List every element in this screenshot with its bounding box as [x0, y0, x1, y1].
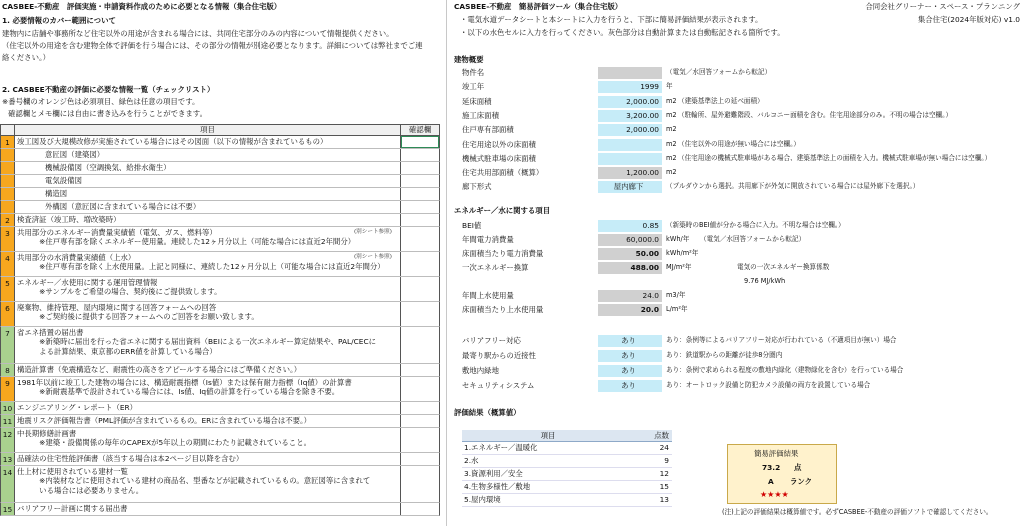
- row-note: (別シート参照): [353, 227, 401, 251]
- row-item-text: 共用部分のエネルギー消費量実績値（電気、ガス、燃料等） ※住戸専有部を除くエネルギー使用量。連続した12ヶ月分以上（可能な場合には直近2年間分）: [17, 228, 356, 247]
- score-row: [462, 442, 672, 455]
- score-row-name: 4.生物多様性／敷地: [464, 482, 531, 492]
- energy-row-label: BEI値: [462, 221, 482, 230]
- row-item-text: 仕上材に使用されている建材一覧 ※内装材などに使用されている建材の商品名、型番などが記載されているもの。意匠図等に含まれて いる場合には必要ありません。: [17, 467, 371, 495]
- row-check-cell[interactable]: [401, 503, 439, 515]
- checklist-row: [0, 149, 440, 162]
- version-label: 集合住宅(2024年版対応) v1.0: [917, 15, 1020, 24]
- energy-row-label: 床面積当たり電力消費量: [462, 249, 544, 258]
- score-row-name: 5.屋内環境: [464, 495, 501, 505]
- building-row-hint: （建築基準法上の延べ面積）: [678, 96, 764, 105]
- row-note: [353, 201, 401, 213]
- energy-row-label: 年間電力消費量: [462, 235, 514, 244]
- building-row-value: 1,200.00: [598, 167, 662, 179]
- section2-line: 確認欄とメモ欄には自由に書き込みを行うことができます。: [8, 109, 207, 118]
- checklist-row: [0, 377, 440, 402]
- conversion-factor-value: 9.76 MJ/kWh: [744, 277, 786, 285]
- row-item-text: 外構図（意匠図に含まれている場合には不要）: [45, 202, 201, 211]
- score-col-points: 点数: [654, 430, 669, 440]
- checklist-row: [0, 175, 440, 188]
- row-number: 14: [1, 466, 15, 502]
- checklist-row: [0, 201, 440, 214]
- energy-row-hint: （電気／水回答フォームから転記）: [700, 235, 806, 243]
- energy-section-title: エネルギー／水に関する項目: [454, 206, 551, 215]
- checklist-row: [0, 188, 440, 201]
- row-item-text: 構造計算書（免震構造など、耐震性の高さをアピールする場合にはご準備ください。）: [17, 365, 302, 374]
- row-item-text: 1981年以前に竣工した建物の場合には、構造耐震指標（Is値）または保有耐力指標（Iq値）の計算書 ※新耐震基準で設計されている場合には、Is値、Iq値の計算を行っている場合を除き不要。: [17, 378, 352, 397]
- building-row-label: 廊下形式: [462, 182, 492, 192]
- result-stars: ★★★★: [760, 490, 789, 499]
- energy-row-value[interactable]: 0.85: [598, 220, 662, 232]
- row-item-text: 竣工図及び大規模改修が実施されている場合にはその図面（以下の情報が含まれているもの）: [17, 137, 328, 146]
- checklist-table: [0, 124, 440, 516]
- row-number: [1, 175, 15, 187]
- row-note: [353, 466, 401, 502]
- row-number: 11: [1, 415, 15, 427]
- results-note: (注)上記の評価結果は概算値です。必ずCASBEE-不動産の評価ソフトで確認してください。: [722, 508, 993, 516]
- header-no: [1, 125, 15, 135]
- section1-line: 絡ください。）: [2, 53, 51, 62]
- feature-row-value[interactable]: あり: [598, 335, 662, 347]
- score-row-name: 2.水: [464, 456, 479, 466]
- feature-row-label: バリアフリー対応: [462, 336, 521, 345]
- row-note: [353, 453, 401, 465]
- row-check-cell[interactable]: [401, 227, 439, 251]
- row-number: 7: [1, 327, 15, 363]
- energy-row-value: 60,000.0: [598, 234, 662, 246]
- checklist-header: CASBEE-不動産 評価実施・申請資料作成のために必要となる情報（集合住宅版）: [2, 2, 282, 11]
- row-item-text: 検査済証（竣工時、増改築時）: [17, 215, 121, 224]
- row-check-cell[interactable]: [401, 136, 439, 148]
- row-note: [353, 377, 401, 401]
- row-check-cell[interactable]: [401, 402, 439, 414]
- row-number: 1: [1, 136, 15, 148]
- row-check-cell[interactable]: [401, 149, 439, 161]
- checklist-row: [0, 327, 440, 364]
- building-row-value[interactable]: [598, 153, 662, 165]
- header-check: 確認欄: [408, 125, 432, 135]
- row-item-text: 品確法の住宅性能評価書（該当する場合は本2ページ目以降を含む）: [17, 454, 244, 463]
- score-row-points: 24: [659, 443, 669, 453]
- result-rank: A: [768, 477, 774, 486]
- row-number: 3: [1, 227, 15, 251]
- feature-row-label: セキュリティシステム: [462, 381, 535, 390]
- row-check-cell[interactable]: [401, 162, 439, 174]
- tool-title: CASBEE-不動産 簡易評価ツール（集合住宅版）: [454, 2, 623, 11]
- checklist-row: [0, 162, 440, 175]
- row-note: [353, 503, 401, 515]
- energy-row-unit: kWh/年: [666, 235, 690, 243]
- score-row-points: 9: [664, 456, 669, 466]
- building-row-value[interactable]: 屋内廊下: [598, 181, 662, 193]
- building-row-label: 機械式駐車場の床面積: [462, 153, 536, 163]
- row-item-text: エネルギー／水使用に関する運用管理情報 ※サンプルをご希望の場合、契約後にご提供致します。: [17, 278, 222, 297]
- section2-line: ※番号欄のオレンジ色は必須項目、緑色は任意の項目です。: [2, 97, 200, 106]
- row-check-cell[interactable]: [401, 175, 439, 187]
- row-number: [1, 188, 15, 200]
- simple-eval-pane: [452, 0, 1024, 526]
- row-check-cell[interactable]: [401, 188, 439, 200]
- row-note: [353, 402, 401, 414]
- building-row-unit: m2: [666, 110, 677, 119]
- feature-row-value[interactable]: あり: [598, 350, 662, 362]
- building-row-unit: 年: [666, 82, 673, 91]
- building-row-unit: m2: [666, 153, 677, 162]
- row-item-text: エンジニアリング・レポート（ER）: [17, 403, 138, 412]
- company-name: 合同会社グリーナー・スペース・プランニング: [865, 2, 1020, 11]
- row-note: [353, 214, 401, 226]
- building-row-label: 物件名: [462, 68, 485, 77]
- row-note: [353, 277, 401, 301]
- row-number: 2: [1, 214, 15, 226]
- checklist-row: [0, 227, 440, 252]
- energy-row-unit: m3/年: [666, 291, 686, 299]
- building-section-title: 建物概要: [454, 55, 484, 64]
- score-col-item: 項目: [540, 430, 556, 440]
- row-item-text: 地震リスク評価報告書（PML評価が含まれているもの。ERに含まれている場合は不要。）: [17, 416, 312, 425]
- building-row-value: [598, 67, 662, 79]
- building-row-label: 施工床面積: [462, 110, 499, 120]
- row-item-text: 構造図: [45, 189, 68, 198]
- feature-row-hint: あり：条例等によるバリアフリー対応が行われている（不適項目が無い）場合: [666, 336, 897, 344]
- results-section-title: 評価結果（概算値）: [454, 408, 521, 417]
- building-row-unit: m2: [666, 168, 677, 177]
- result-score: 73.2: [762, 463, 781, 472]
- row-number: 9: [1, 377, 15, 401]
- building-row-value[interactable]: [598, 139, 662, 151]
- intro-line: ・以下の水色セルに入力を行ってください。灰色部分は自動計算または自動転記される箇所です。: [460, 28, 785, 37]
- score-row-points: 13: [659, 495, 669, 505]
- building-row-value[interactable]: 2,000.00: [598, 124, 662, 136]
- intro-line: ・電気水道データシートと本シートに入力を行うと、下部に簡易評価結果が表示されます。: [460, 15, 763, 24]
- building-row-label: 竣工年: [462, 82, 485, 92]
- row-number: [1, 149, 15, 161]
- building-row-hint: （住宅以外の用途が無い場合には空欄。）: [678, 139, 800, 148]
- row-item-text: 電気設備図: [45, 176, 82, 185]
- row-note: (別シート参照): [353, 252, 401, 276]
- row-note: [353, 302, 401, 326]
- building-row-label: 延床面積: [462, 96, 492, 106]
- checklist-row: [0, 136, 440, 149]
- result-score-unit: 点: [794, 463, 802, 472]
- result-rank-label: ランク: [790, 477, 813, 486]
- feature-row-hint: あり：鉄道駅からの距離が徒歩8分圏内: [666, 351, 783, 359]
- building-row-hint: （駐輪所、屋外避難階段、バルコニー面積を含む。住宅用途部分のみ。不明の場合は空欄。）: [678, 110, 953, 119]
- row-number: 12: [1, 428, 15, 452]
- energy-row-value: 20.0: [598, 304, 662, 316]
- building-row-value[interactable]: 2,000.00: [598, 96, 662, 108]
- feature-row-label: 敷地内緑地: [462, 366, 499, 375]
- energy-row-value: 50.00: [598, 248, 662, 260]
- row-check-cell[interactable]: [401, 327, 439, 363]
- score-row: [462, 468, 672, 481]
- building-row-label: 住宅用途以外の床面積: [462, 139, 536, 149]
- building-row-hint: （住宅用途の機械式駐車場がある場合、建築基準法上の面積を入力。機械式駐車場が無い場合には空欄。）: [678, 153, 992, 162]
- result-box: [727, 444, 837, 504]
- building-row-hint: （プルダウンから選択。共用廊下が外気に開放されている場合には屋外廊下を選択。）: [666, 182, 920, 191]
- building-row-label: 住戸専有部面積: [462, 125, 514, 135]
- row-number: 4: [1, 252, 15, 276]
- energy-row-value: 488.00: [598, 262, 662, 274]
- energy-row-unit: MJ/m²年: [666, 263, 692, 271]
- feature-row-label: 最寄り駅からの近接性: [462, 351, 536, 360]
- row-number: [1, 201, 15, 213]
- row-number: [1, 162, 15, 174]
- row-note: [353, 175, 401, 187]
- row-check-cell[interactable]: [401, 214, 439, 226]
- feature-row-value[interactable]: あり: [598, 365, 662, 377]
- building-row-unit: m2: [666, 139, 677, 148]
- energy-row-label: 年間上水使用量: [462, 291, 514, 300]
- section2-title: 2. CASBEE不動産の評価に必要な情報一覧（チェックリスト）: [2, 85, 215, 94]
- building-row-value[interactable]: 3,200.00: [598, 110, 662, 122]
- score-row-name: 3.資源利用／安全: [464, 469, 523, 479]
- energy-row-label: 床面積当たり上水使用量: [462, 305, 544, 314]
- section1-title: 1. 必要情報のカバー範囲について: [2, 16, 116, 25]
- row-check-cell[interactable]: [401, 252, 439, 276]
- checklist-table-header: [0, 124, 440, 136]
- row-item-text: バリアフリー計画に関する届出書: [17, 504, 128, 513]
- conversion-factor-label: 電気の一次エネルギー換算係数: [737, 263, 830, 271]
- building-row-value[interactable]: 1999: [598, 81, 662, 93]
- checklist-rows: [0, 136, 440, 516]
- building-row-unit: m2: [666, 96, 677, 105]
- section1-line: 建物内に店舗や事務所など住宅以外の用途が含まれる場合には、共同住宅部分のみの内容について情報提供ください。: [2, 29, 394, 38]
- row-check-cell[interactable]: [401, 453, 439, 465]
- score-row-points: 15: [659, 482, 669, 492]
- score-row: [462, 494, 672, 507]
- score-table-header: [462, 430, 672, 442]
- row-check-cell[interactable]: [401, 201, 439, 213]
- section1-line: （住宅以外の用途を含む建物全体で評価を行う場合には、その部分の情報が別途必要となります。詳細については弊社までご連: [2, 41, 423, 50]
- row-note: [353, 415, 401, 427]
- energy-row-value: 24.0: [598, 290, 662, 302]
- row-number: 6: [1, 302, 15, 326]
- row-note: [353, 149, 401, 161]
- row-note: [353, 428, 401, 452]
- building-row-hint: （電気／水回答フォームから転記）: [666, 68, 772, 76]
- energy-row-unit: L/m²年: [666, 305, 688, 313]
- feature-row-hint: あり：オートロック設備と防犯カメラ設備の両方を設置している場合: [666, 381, 871, 389]
- score-row: [462, 481, 672, 494]
- row-number: 15: [1, 503, 15, 515]
- header-item: 項目: [15, 125, 401, 135]
- row-note: [353, 188, 401, 200]
- checklist-pane: [0, 0, 442, 526]
- row-item-text: 中長期修繕計画書 ※建築・設備関係の毎年のCAPEXが5年以上の期間にわたり記載されていること。: [17, 429, 311, 448]
- pane-divider: [446, 0, 447, 526]
- energy-row-hint: （新築時のBEI値が分かる場合に入力。不明な場合は空欄。）: [666, 221, 845, 229]
- row-number: 10: [1, 402, 15, 414]
- checklist-row: [0, 214, 440, 227]
- checklist-row: [0, 415, 440, 428]
- row-note: [353, 162, 401, 174]
- score-table: [462, 430, 672, 507]
- row-item-text: 機械設備図（空調換気、給排水衛生）: [45, 163, 171, 172]
- checklist-row: [0, 252, 440, 277]
- checklist-row: [0, 466, 440, 503]
- row-check-cell[interactable]: [401, 277, 439, 301]
- checklist-row: [0, 402, 440, 415]
- row-item-text: 意匠図（建築図）: [45, 150, 105, 159]
- score-row: [462, 455, 672, 468]
- row-item-text: 省エネ措置の届出書 ※新築時に届出を行った省エネに関する届出資料（BEIによる一次エネルギー算定結果や、PAL/CECに よる計算結果、東京都のERR値を計算している場合）: [17, 328, 377, 356]
- row-number: 5: [1, 277, 15, 301]
- building-row-label: 住宅共用部面積（概算）: [462, 168, 544, 178]
- row-check-cell[interactable]: [401, 377, 439, 401]
- building-row-unit: m2: [666, 125, 677, 134]
- row-check-cell[interactable]: [401, 364, 439, 376]
- score-rows: [462, 442, 672, 507]
- row-note: [353, 327, 401, 363]
- checklist-row: [0, 503, 440, 516]
- row-check-cell[interactable]: [401, 302, 439, 326]
- score-row-name: 1.エネルギー／温暖化: [464, 443, 538, 453]
- row-check-cell[interactable]: [401, 415, 439, 427]
- checklist-row: [0, 302, 440, 327]
- checklist-row: [0, 428, 440, 453]
- checklist-row: [0, 364, 440, 377]
- row-item-text: 廃棄物、維持管理、屋内環境に関する回答フォームへの回答 ※ご契約後に提供する回答フォームへのご回答をお願い致します。: [17, 303, 259, 322]
- score-row-points: 12: [659, 469, 669, 479]
- row-note: [353, 136, 401, 148]
- row-number: 13: [1, 453, 15, 465]
- feature-row-hint: あり：条例で求められる程度の敷地内緑化（建物緑化を含む）を行っている場合: [666, 366, 904, 374]
- row-item-text: 共用部分の水消費量実績値（上水） ※住戸専有部を除く上水使用量。上記と同様に、連続した12ヶ月分以上（可能な場合には直近2年間分）: [17, 253, 385, 272]
- energy-row-label: 一次エネルギー換算: [462, 263, 529, 272]
- row-number: 8: [1, 364, 15, 376]
- checklist-row: [0, 453, 440, 466]
- energy-row-unit: kWh/m²年: [666, 249, 699, 257]
- feature-row-value[interactable]: あり: [598, 380, 662, 392]
- result-title: 簡易評価結果: [754, 449, 799, 458]
- row-check-cell[interactable]: [401, 466, 439, 502]
- checklist-row: [0, 277, 440, 302]
- row-note: [353, 364, 401, 376]
- row-check-cell[interactable]: [401, 428, 439, 452]
